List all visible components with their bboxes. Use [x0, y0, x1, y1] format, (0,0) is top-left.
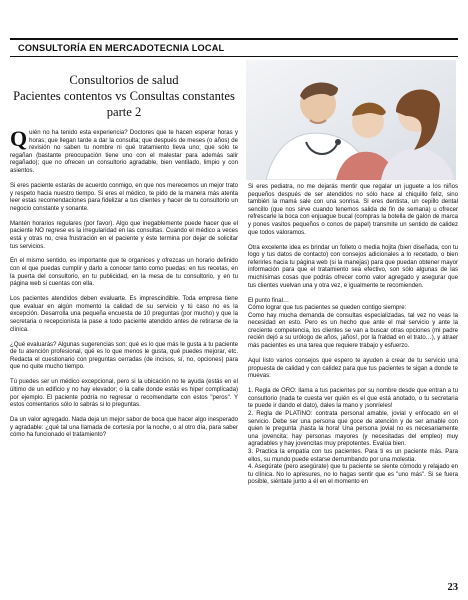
section-title: CONSULTORÍA EN MERCADOTECNIA LOCAL	[18, 43, 225, 53]
paragraph: En el mismo sentido, es importante que te organices y ofrezcas un horario definido con el que puedas cumplir y darlo a conocer tanto como puedas: en tus recetas, en la puerta del consultorio, en tu publicidad, en la mesa de tu consultorio, y en tu página web si cuentas con ella.	[10, 258, 238, 288]
paragraph: 1. Regla de ORO: llama a tus pacientes por su nombre desde que entran a tu consultorio (nada te cuesta ver quién es el que está anotado, o tu secretaria te puede ir dando el dato), dales la mano y ¡sonríeles! 2. Regla de PLATINO: contrata personal amable, jovial y enfocado en el servicio. Debe ser una persona que goce de atención y de ser amable con quien le pregunta ¡hasta la hora! Una persona jovial no es necesariamente una jovencita; hay personas mayores (y necesitadas del empleo) muy agradables y hay jovencitas muy prepotentes. Evalúa bien. 3. Practica la empatía con tus pacientes. Para ti es un paciente más. Para ellos, su mundo puede estarse derrumbando por una molestia. 4. Asegúrate (pero asegúrate) que tu paciente se siente cómodo y relajado en tu clínica. No lo apresures, no lo hagas sentir que es "uno más". Si se fuera posible, siéntate junto a él en el momento en	[248, 388, 458, 486]
left-column	[10, 126, 238, 447]
paragraph	[10, 126, 238, 176]
article-subtitle: Pacientes contentos vs Consultas constantes	[13, 89, 235, 103]
section-header-bar	[10, 38, 458, 57]
paragraph: El punto final… Cómo lograr que tus pacientes se queden contigo siempre: Como hay mucha demanda de consultas especializadas, tal vez no veas la necesidad en esto. Pero es un hecho que ante el mal servicio y ante la creciente competencia, los clientes se van a buscar otras opciones (mi padre recién dejó a su urólogo de años, ¡años!, por la fraldad en el trato…), y atraer más pacientes es una tarea que requiere trabajo y esfuerzo.	[248, 297, 458, 350]
photo-illustration-icon	[246, 60, 456, 180]
paragraph: Tú puedes ser un médico excepcional, pero si la ubicación no te ayuda (estás en el último de un edificio y no hay elevador; o la calle donde estás es hiper complicada) por ejemplo. El paciente podría no regresar o recomendarte con estos "peros". Y estos comentarios sólo lo sabrás si lo preguntas.	[10, 379, 238, 409]
paragraph: ¿Qué evaluarás? Algunas sugerencias son: qué es lo que más le gusta a tu paciente de tu atención profesional, qué es lo que menos le gusta, qué puedes mejorar, etc. Redacta el cuestionario con preguntas cerradas (de incisos, sí, no, opciones) para que no quite mucho tiempo.	[10, 341, 238, 371]
paragraph: Si eres pediatra, no me dejarás mentir que regalar un juguete a los niños pequeños después de ser atendidos no sólo hace al chiquillo feliz, sino también la mamá sale con una sonrisa. Si eres dentista, un cepillo dental sencillo (que nos sirve cuando tenemos salida de fin de semana) u ofrecer refrescarle la boca con enjuague bucal (compras la botella de galón de marca y pones vasitos pequeños o conos de papel) transmite un sentido de calidez que todos valoramos.	[248, 184, 458, 236]
paragraph: Da un valor agregado. Nada deja un mejor sabor de boca que hacer algo inesperado y agradable: ¿qué tal una llamada de cortesía por la noche, o al otro día, para saber cómo ha funcionado el tratamiento?	[10, 417, 238, 439]
paragraph-text: uién no ha tenido esta experiencia? Doctores que te hacen esperar horas y horas; que llegan tarde a dar la consulta; que después de meses (o años) de revisión no saben tu nombre ni qué tratamiento lleva uno; que sólo te regañan (bastante preocupación tiene uno con el malestar para además salir regañado); que no ofrecen un consultorio agradable, bien ventilado, limpio y con asientos.	[10, 130, 238, 174]
photo-doctor-child-mother	[246, 60, 456, 180]
article-heading	[10, 70, 238, 120]
drop-cap: Q	[10, 126, 28, 151]
paragraph: Aquí listo varios consejos que espero te ayuden a crear de tu servicio una propuesta de calidad y con calidez para que tus pacientes te sigan a donde te muevas:	[248, 358, 458, 380]
right-column	[248, 184, 458, 494]
paragraph: Los pacientes atendidos deben evaluarte. Es imprescindible. Toda empresa tiene que evaluar en algún momento la calidad de su servicio y tú caso no es la excepción. Desarrolla una pequeña encuesta de 10 preguntas (por mucho) y que la secretaria o recepcionista la pase a todo paciente atendido antes de retirarse de la clínica.	[10, 296, 238, 333]
page-number: 23	[447, 582, 458, 593]
article-title: Consultorios de salud	[69, 73, 179, 87]
paragraph: Otra excelente idea es brindar un folleto o media hojita (bien diseñada, con tu logo y tus datos de contacto) con consejos adicionales a lo recetado, o bien referirles hacia tu página web (si la manejas) para que puedan obtener mayor información para que el tratamiento sea efectivo, son sólo algunas de las muchísimas cosas que podrás ofrecer como valor agregado y asegurar que tus clientes vuelvan una y otra vez, e igualmente te recomienden.	[248, 244, 458, 289]
paragraph: Mantén horarios regulares (por favor). Algo que inegablemente puede hacer que el paciente NO regrese es la irregularidad en las consultas. Cuando el médico a veces está y otras no, crea frustración en el paciente y éste termina por dejar de solicitar tus servicios.	[10, 220, 238, 250]
article-part: parte 2	[106, 105, 142, 119]
paragraph: Si eres paciente estarás de acuerdo conmigo, en que nos merecemos un mejor trato y respeto hacia nuestro tiempo. Si eres el médico, te pido de la manera más atenta leer estas recomendaciones para fidelizar a tus clientes y hacer de tu consultorio un negocio constante y sonante.	[10, 182, 238, 212]
